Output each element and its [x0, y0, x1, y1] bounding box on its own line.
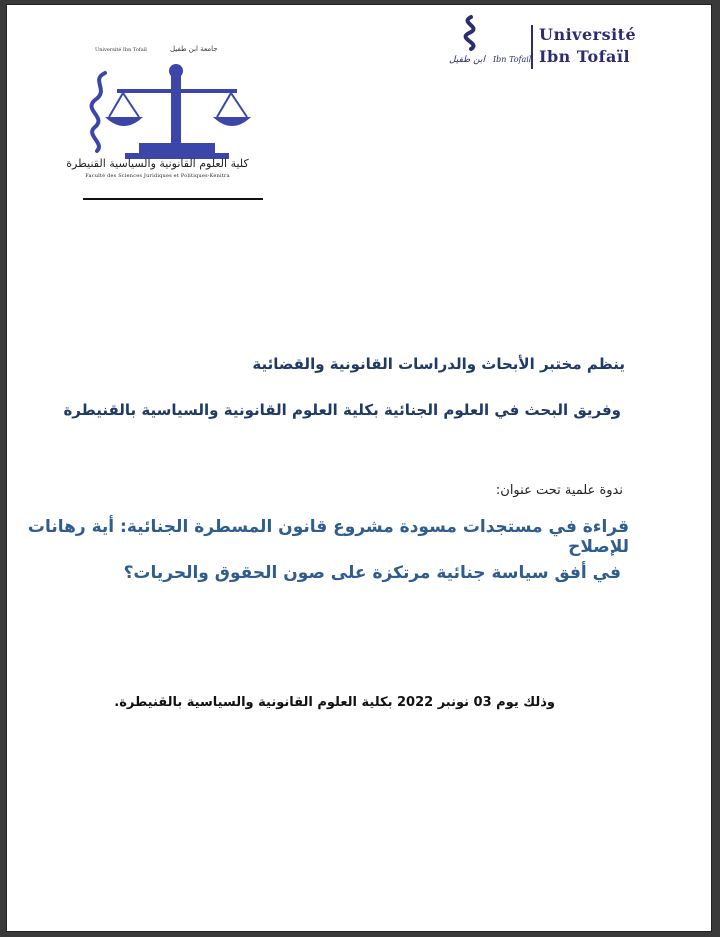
faculty-logo-university-fr: Université Ibn Tofaïl	[95, 47, 147, 53]
faculty-logo-university-ar: جامعة ابن طفيل	[170, 45, 218, 53]
university-emblem-icon	[451, 13, 491, 53]
header-divider	[83, 198, 263, 200]
university-logo	[443, 11, 673, 81]
university-name-line1: Université	[539, 25, 637, 44]
scales-of-justice-icon	[65, 55, 265, 165]
university-name-line2: Ibn Tofaïl	[539, 47, 631, 66]
faculty-name-fr: Faculté des Sciences Juridiques et Politiques-Kenitra	[85, 173, 230, 179]
seminar-intro: ندوة علمية تحت عنوان:	[495, 483, 623, 498]
organizer-line-1: ينظم مختبر الأبحاث والدراسات القانونية والقضائية	[252, 355, 625, 373]
university-mark-ar: ابن طفيل	[449, 55, 485, 65]
university-mark-latin: Ibn Tofail	[493, 55, 532, 64]
seminar-title-line-2: في أفق سياسة جنائية مرتكزة على صون الحقوق والحريات؟	[123, 563, 621, 583]
date-venue-line: وذلك يوم 03 نونبر 2022 بكلية العلوم القانونية والسياسية بالقنيطرة.	[114, 695, 555, 710]
seminar-title-line-1: قراءة في مستجدات مسودة مشروع قانون المسطرة الجنائية: أية رهانات للإصلاح	[27, 517, 629, 557]
document-page	[6, 4, 712, 932]
faculty-logo	[65, 45, 265, 205]
organizer-line-2: وفريق البحث في العلوم الجنائية بكلية العلوم القانونية والسياسية بالقنيطرة	[63, 401, 621, 419]
university-logo-divider	[531, 25, 533, 69]
faculty-name-ar: كلية العلوم القانونية والسياسية القنيطرة	[66, 157, 249, 170]
